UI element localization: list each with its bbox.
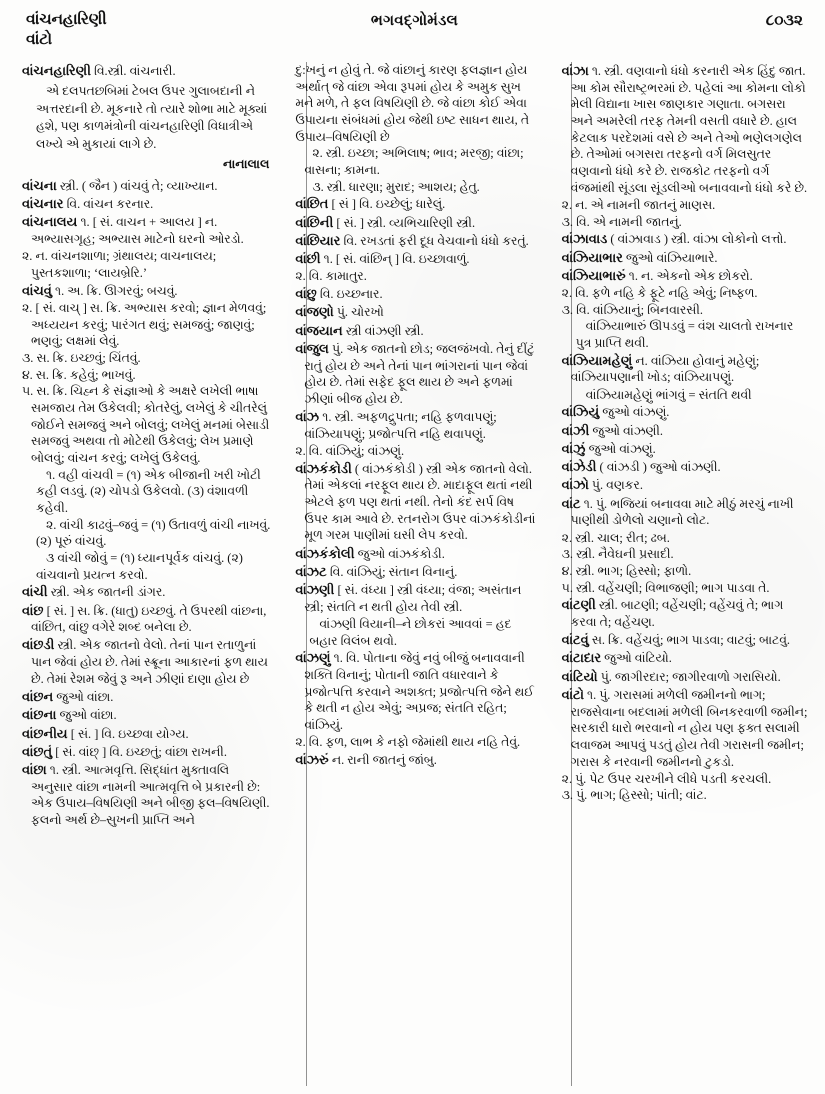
entry-body: [ સં. ] વિ. ઇચ્છવા યોગ્ય. xyxy=(70,726,189,741)
entry-headword: વાંછનીય xyxy=(22,725,68,741)
entry-headword: વાંઝણી xyxy=(295,582,335,598)
running-head-first-word: વાંચનહારિણી xyxy=(26,11,107,28)
entry-headword: વાંછના xyxy=(22,707,57,723)
entry-definition-line xyxy=(22,636,271,687)
dictionary-entry xyxy=(22,725,271,743)
entry-sense: ૩. વિ. એ નામની જાતનું. xyxy=(561,214,682,229)
entry-definition-line xyxy=(561,668,809,686)
entry-definition-line xyxy=(295,460,536,544)
entry-definition-line xyxy=(295,232,536,250)
entry-body: ૧. પું. ગરાસમાં મળેલી જમીનનો ભાગ; રાજસેવાના બદલામાં મળેલી બિનકરવાળી જમીન; સરકારી ધારો ભરવાનો ન હોય પણ ફક્ત સલામી લવાજમ આપવું પડતું હોય તેવી ગરાસની જમીન; ગરાસ કે નરવાની જમીનનો ટુકડો. xyxy=(570,687,808,769)
entry-headword: વાંચનહારિણી xyxy=(22,63,91,78)
entry-headword: વાંચી xyxy=(22,584,48,600)
entry-definition-line xyxy=(295,751,536,769)
dictionary-entry xyxy=(562,249,809,267)
entry-sense: ૩. સ્ત્રી. ધારણા; મુરાદ; આશય; હેતુ. xyxy=(312,179,480,194)
dictionary-entry xyxy=(22,62,271,80)
dictionary-entry xyxy=(22,761,271,829)
entry-headword: વાંઝા xyxy=(561,63,589,78)
entry-body: ન. રાની જાતનું જાંબુ. xyxy=(331,752,437,767)
entry-headword: વાંઝેડી xyxy=(561,459,597,475)
entry-headword: વાંછતું xyxy=(22,743,53,759)
entry-definition-line xyxy=(561,649,809,667)
dictionary-entry xyxy=(22,583,271,601)
entry-headword: વાંછા xyxy=(22,762,47,778)
entry-body: સ. ક્રિ. વહેંચવું; ભાગ પાડવા; વાટવું; બાટવું. xyxy=(591,633,791,648)
entry-body: ( વાંઝાવાડ ) સ્ત્રી. વાંઝા લોકોનો લત્તો. xyxy=(610,232,787,247)
dictionary-entry xyxy=(295,214,536,232)
dictionary-entry xyxy=(22,636,271,687)
entry-body: સ્ત્રી. બાટણી; વહેંચણી; વહેંચવું તે; ભાગ કરવા તે; વહેંચણ. xyxy=(570,598,784,629)
entry-definition-line xyxy=(561,352,809,386)
dictionary-entry xyxy=(295,460,536,544)
dictionary-entry xyxy=(562,458,809,476)
dictionary-entry xyxy=(22,282,271,300)
entry-headword: વાંટવું xyxy=(561,632,589,648)
entry-sense: ૪. સ. ક્રિ. કહેવું; ભાખવું. xyxy=(22,367,136,382)
entry-definition-line xyxy=(561,686,809,770)
entry-headword: વાંઝી xyxy=(561,422,590,438)
entry-body: ન. વાંઝિયા હોવાનું મહેણું; વાંઝિયાપણાની ખોડ; વાંઝિયાપણું. xyxy=(570,353,760,385)
entry-body: વિ. ઇચ્છનાર. xyxy=(319,287,383,302)
entry-headword: વાંઝિયામહેણું xyxy=(561,352,633,368)
dictionary-entry xyxy=(295,340,536,408)
quotation-attribution: નાનાલાલ xyxy=(223,157,270,172)
entry-definition-line xyxy=(295,649,536,733)
entry-sense: ૨. વિ. ફળ, લાભ કે નફો જેમાંથી થાય નહિ તેવું. xyxy=(295,735,521,750)
dictionary-entry xyxy=(295,563,536,581)
dictionary-entry xyxy=(562,476,809,494)
dictionary-entry xyxy=(295,581,536,615)
entry-definition-line xyxy=(295,250,536,268)
dictionary-entry xyxy=(562,631,809,649)
entry-subsense: ૨. વાંચી કાઢવું–જવું = (૧) ઉતાવળું વાંચી નાખવું. (૨) પૂરું વાંચવું. xyxy=(36,517,271,549)
dictionary-entry xyxy=(562,686,809,770)
entry-body: ( વાંઝડી ) જુઓ વાંઝણી. xyxy=(599,460,721,475)
entry-definition-line xyxy=(295,581,536,615)
entry-sense: ૨. સ્ત્રી. ઇચ્છા; અભિલાષ; ભાવ; મરજી; વાંછા; વાસના; કામના. xyxy=(304,146,524,178)
entry-headword: વાંઝરું xyxy=(295,751,329,767)
entry-definition-line xyxy=(561,631,809,649)
dictionary-entry xyxy=(562,352,809,386)
dictionary-entry xyxy=(22,688,271,706)
entry-sense: ૨. [ સં. વાચ્ ] સ. ક્રિ. અભ્યાસ કરવો; જ્ઞાન મેળવવું; અધ્યયન કરવું; પારંગત થવું; સમજવું; જાણવું; ભણવું; લક્ષમાં લેવું. xyxy=(22,300,267,349)
entry-subsense: વાંઝિયામહેણું ભાંગવું = સંતતિ થવી xyxy=(585,387,752,402)
entry-body: [ સં ] વિ. ઇચ્છેલું; ધારેલું. xyxy=(331,197,446,212)
dictionary-entry xyxy=(562,596,809,630)
entry-sense: ૨. વિ. કામાતુર. xyxy=(295,269,367,284)
dictionary-entry xyxy=(562,267,809,285)
entry-headword: વાંચવું xyxy=(22,282,52,298)
entry-subsense: વાંઝિયાભારું ઊપડવું = વંશ ચાલતો રાખનાર પુત્ર પ્રાપ્તિ થવી. xyxy=(575,319,794,351)
entry-definition-line xyxy=(561,230,809,248)
entry-definition-line xyxy=(295,408,536,442)
entry-definition-line xyxy=(295,214,536,232)
entry-body: જુઓ વાંછા. xyxy=(59,708,117,723)
column-right xyxy=(549,62,809,1086)
entry-headword: વાંછડી xyxy=(22,637,55,653)
dictionary-entry xyxy=(295,751,536,769)
entry-definition-line xyxy=(22,743,271,761)
entry-body: ૧. સ્ત્રી. વણવાનો ધંધો કરનારી એક હિંદુ જાત. આ કોમ સૌરાષ્ટ્રભરમાં છે. પહેલાં આ કોમના લોકો મેલી વિદ્યાના ખાસ જાણકાર ગણાતા. બગસરા અને અમરેલી તરફ તેમની વસતી વધારે છે. હાલ કેટલાક પરદેશમાં વસે છે અને તેઓ ભણેલગણેલ છે. તેઓમાં બગસરા તરફનો વર્ગ મિલસુતર વણવાનો ધંધો કરે છે. રાજકોટ તરફનો વર્ગ વંજમાંથી સૂંડલા સૂંડલીઓ બનાવવાનો ધંધો કરે છે. xyxy=(570,64,808,195)
dictionary-entry xyxy=(295,232,536,250)
entry-headword: વાંઝો xyxy=(561,477,589,493)
dictionary-entry xyxy=(562,440,809,458)
entry-definition-line xyxy=(22,195,271,213)
entry-body: વિ.સ્ત્રી. વાંચનારી. xyxy=(94,64,176,78)
entry-headword: વાંઝું xyxy=(561,440,586,456)
entry-body: વિ. વાંઝિયું; સંતાન વિનાનું. xyxy=(329,564,458,579)
entry-body: પું. વણકર. xyxy=(591,478,643,493)
dictionary-entry xyxy=(22,195,271,213)
entry-headword: વાંઝિયું xyxy=(561,404,600,420)
entry-headword: વાંઝકંકોલી xyxy=(295,545,355,561)
entry-subsense: વાંઝણી વિયાની–ને છોકરાં આવવાં = હદ બહાર વિલંબ થવો. xyxy=(309,617,512,648)
entry-definition-line xyxy=(295,285,536,303)
entry-headword: વાંછી xyxy=(295,251,321,267)
running-head-last-word: વાંટો xyxy=(26,31,52,49)
entry-body: જુઓ વાંઝણું. xyxy=(588,441,656,456)
entry-definition-line xyxy=(561,267,809,285)
entry-body: સ્ત્રી વાંઝણી સ્ત્રી. xyxy=(345,323,424,338)
entry-body: સ્ત્રી. એક જાતની ડાંગર. xyxy=(50,585,166,600)
entry-headword: વાંછ xyxy=(22,602,44,618)
entry-definition-line xyxy=(561,403,809,421)
dictionary-entry xyxy=(562,495,809,529)
entry-body: ૧. સ્ત્રી. અફળદ્રુપતા; નહિ ફળવાપણું; વાંઝિયાપણું; પ્રજોત્પત્તિ નહિ થવાપણું. xyxy=(304,410,497,441)
entry-body: વિ. વાંચન કરનાર. xyxy=(66,197,154,212)
entry-sense: ૨. ન. વાંચનશાળા; ગ્રંથાલય; વાચનાલય; પુસ્તકશાળા; ‘લાયબ્રેરિ.’ xyxy=(22,249,217,280)
entry-headword: વાંજુલ xyxy=(295,340,329,356)
entry-continuation: દુ:ખનું ન હોવું તે. જે વાંછાનું કારણ ફલજ્ઞાન હોય અર્થાત્ જે વાંછા એવા રૂપમાં હોય કે અમુક સુખ મને મળે, તે ફલ વિષયિણી છે. જે વાંછા કોઈ એવા ઉપાયના સંબંધમાં હોય જેથી ઇષ્ટ સાધન થાય, તે ઉપાય–વિષયિણી છે xyxy=(295,63,530,144)
entry-body: [ સં. વાંછ્ ] વિ. ઇચ્છતું; વાંછા રાખની. xyxy=(55,744,227,759)
entry-body: પું. ચોરખો xyxy=(336,305,384,320)
entry-headword: વાંઝ xyxy=(295,409,320,425)
entry-headword: વાંઝકંકોડી xyxy=(295,460,352,476)
entry-body: [ સં. ] સ્ત્રી. વ્યભિચારિણી સ્ત્રી. xyxy=(336,215,476,230)
column-middle xyxy=(283,62,548,1086)
entry-definition-line xyxy=(22,725,271,743)
dictionary-entry xyxy=(22,213,271,247)
entry-headword: વાંઝિયાભારું xyxy=(561,267,626,283)
dictionary-entry xyxy=(295,303,536,321)
entry-headword: વાંછન xyxy=(22,689,54,705)
entry-headword: વાંટ xyxy=(561,495,581,511)
entry-definition-line xyxy=(22,213,271,247)
entry-headword: વાંજયાન xyxy=(295,322,343,338)
entry-headword: વાંટો xyxy=(561,686,584,702)
page-number: ૮૦૩૨ xyxy=(765,12,803,29)
dictionary-entry xyxy=(562,649,809,667)
entry-definition-line xyxy=(561,440,809,458)
dictionary-entry xyxy=(295,195,536,213)
entry-body: જુઓ વાંટિયો. xyxy=(604,651,672,666)
dictionary-entry xyxy=(562,403,809,421)
entry-body: જુઓ વાંઝણી. xyxy=(592,423,663,438)
dictionary-entry xyxy=(562,668,809,686)
entry-body: [ સં. ] સ. ક્રિ. (ધાતુ) ઇચ્છવું. તે ઉપરથી વાંછના, વાંછિત, વાંછુ વગેરે શબ્દ બનેલા છે. xyxy=(31,603,267,635)
entry-body: [ સં. વંધ્યા ] સ્ત્રી વંધ્યા; વંજા; અસંતાન સ્ત્રી; સંતતિ ન થતી હોય તેવી સ્ત્રી. xyxy=(304,583,522,614)
entry-headword: વાંઝણું xyxy=(295,650,331,666)
entry-body: જુઓ વાંછા. xyxy=(56,690,114,705)
entry-headword: વાંઝાવાડ xyxy=(561,231,608,247)
entry-definition-line xyxy=(295,303,536,321)
entry-headword: વાંછુ xyxy=(295,286,317,302)
entry-body: ( વાંઝકંકોડી ) સ્ત્રી એક જાતનો વેલો. તેમાં એકલાં નરફૂલ થાય છે. માદાફૂલ થતાં નથી એટલે ફળ પણ થતાં નથી. તેનો કંદ સર્પ વિષ ઉપર કામ આવે છે. રતનરોગ ઉપર વાંઝકંકોડીનાં મૂળ ગરમ પાણીમાં ઘસી લેપ કરવો. xyxy=(304,461,536,543)
entry-sense: ૩. સ્ત્રી. નૈવેઘની પ્રસાદી. xyxy=(561,547,674,562)
entry-subsense: ૧. વહી વાંચવી = (૧) એક બીજાની ખરી ખોટી કહી લડવું. (૨) ચોપડો ઉકેલવો. (૩) વંશાવળી કહેવી. xyxy=(36,467,261,515)
entry-body: ૧. [ સં. વાચન + આલય ] ન. અભ્યાસગૃહ; અભ્યાસ માટેનો ઘરનો ઓરડો. xyxy=(31,215,244,247)
entry-headword: વાંચના xyxy=(22,177,57,193)
entry-definition-line xyxy=(295,340,536,408)
entry-definition-line xyxy=(561,249,809,267)
entry-definition-line xyxy=(295,195,536,213)
dictionary-entry xyxy=(22,743,271,761)
entry-body: ૧. અ. ક્રિ. ઊગરવું; બચવું. xyxy=(55,283,178,298)
dictionary-entry xyxy=(562,62,809,196)
entry-definition-line xyxy=(22,583,271,601)
entry-definition-line xyxy=(561,422,809,440)
dictionary-title: ભગવદ્ગોમંડલ xyxy=(370,13,459,29)
entry-body: સ્ત્રી. ( જૈન ) વાંચવું તે; વ્યાખ્યાન. xyxy=(59,178,218,193)
dictionary-entry xyxy=(22,706,271,724)
dictionary-entry xyxy=(295,408,536,442)
entry-body: જુઓ વાંઝકંકોડી. xyxy=(357,546,445,561)
entry-definition-line xyxy=(22,602,271,636)
entry-headword: વાંઝટ xyxy=(295,563,327,579)
dictionary-entry xyxy=(295,649,536,733)
entry-body: ૧. [ સં. વાંછિન્ ] વિ. ઇચ્છાવાળું. xyxy=(323,252,470,267)
entry-sense: ૩. વિ. વાંઝિયાનું; બિનવારસી. xyxy=(561,302,703,317)
entry-definition-line xyxy=(295,563,536,581)
dictionary-entry xyxy=(295,285,536,303)
entry-definition-line xyxy=(561,495,809,529)
entry-sense: ૨. સ્ત્રી. ચાલ; રીત; ઢબ. xyxy=(561,530,670,545)
entry-sense: ૩. પું. ભાગ; હિસ્સો; પાંતી; વાંટ. xyxy=(561,788,707,803)
entry-definition-line xyxy=(295,322,536,340)
entry-body: ૧. ન. એકનો એક છોકરો. xyxy=(628,268,753,283)
dictionary-entry xyxy=(295,322,536,340)
entry-body: ૧. સ્ત્રી. આત્મવૃત્તિ. સિદ્ધાંત મુક્તાવલિ અનુસાર વાંછા નામની આત્મવૃત્તિ બે પ્રકારની છે: એક ઉપાય–વિષયિણી અને બીજી ફલ–વિષયિણી. ફલનો અર્થ છે–સુખની પ્રાપ્તિ અને xyxy=(31,763,270,828)
entry-definition-line xyxy=(561,476,809,494)
entry-headword: વાંછિની xyxy=(295,214,334,230)
entry-subsense: ૩ વાંચી જોવું = (૧) ધ્યાનપૂર્વક વાંચવું. (૨) વાંચવાનો પ્રયત્ન કરવો. xyxy=(36,550,243,582)
entry-headword: વાંછિત xyxy=(295,196,329,212)
entry-headword: વાંઝિયાભાર xyxy=(561,249,623,265)
column-left xyxy=(22,62,283,1086)
entry-definition-line xyxy=(22,177,271,195)
entry-sense: ૨. વિ. વાંઝિયું; વાંઝણું. xyxy=(295,443,405,458)
entry-headword: વાંટણી xyxy=(561,597,596,613)
entry-sense: ૨. પું. પેટ ઉપર ચરખીને લીધે પડતી કરચલી. xyxy=(561,771,772,786)
entry-headword: વાંટાદાર xyxy=(561,650,602,666)
entry-headword: વાંજણો xyxy=(295,304,334,320)
entry-definition-line xyxy=(22,688,271,706)
entry-sense: ૪. સ્ત્રી. ભાગ; હિસ્સો; ફાળો. xyxy=(561,563,692,578)
dictionary-entry xyxy=(295,250,536,268)
dictionary-entry xyxy=(562,230,809,248)
entry-definition-line xyxy=(561,596,809,630)
entry-body: સ્ત્રી. એક જાતનો વેલો. તેનાં પાન રતાળુનાં પાન જેવાં હોય છે. તેમાં સ્ક્રૂના આકારનાં ફળ થાય છે. તેમાં રેશમ જેવું રૂ અને ઝીણાં દાણા હોય છે xyxy=(31,638,268,686)
dictionary-entry xyxy=(295,545,536,563)
entry-definition-line xyxy=(561,62,809,196)
entry-sense: ૨. ન. એ નામની જાતનું માણસ. xyxy=(561,197,716,212)
entry-headword: વાંટિયો xyxy=(561,668,598,684)
entry-body: ૧. વિ. પોતાના જેવું નવું બીજું બનાવવાની શક્તિ વિનાનું; પોતાની જાતિ વધારવાને કે પ્રજોત્પત્તિ કરવાને અશક્ત; પ્રજોત્પત્તિ જેને થઈ કે થતી ન હોય એવું; અપ્રજ; સંતતિ રહિત; વાંઝિયું. xyxy=(304,651,534,733)
running-head xyxy=(26,10,803,56)
entry-definition-line xyxy=(22,761,271,829)
entry-sense: ૨. વિ. ફળે નહિ કે ફૂટે નહિ એવું; નિષ્ફળ. xyxy=(561,286,758,301)
entry-definition-line xyxy=(561,458,809,476)
dictionary-entry xyxy=(22,602,271,636)
dictionary-entry xyxy=(22,177,271,195)
entry-sense: ૫. સ્ત્રી. વહેંચણી; વિભાજણી; ભાગ પાડવા તે. xyxy=(561,580,770,595)
entry-body: જુઓ વાંઝિયાભારે. xyxy=(625,250,718,265)
entry-body: પું. એક જાતનો છોડ; જલજંખવો. તેનું દીંટું રાતું હોય છે અને તેનાં પાન ભાંગરાનાં પાન જેવાં હોય છે. તેમાં સફેદ ફૂલ થાય છે અને ફળમાં ઝીણાં બીજ હોય છે. xyxy=(304,341,535,406)
entry-body: ૧. પું. ભજિયાં બનાવવા માટે મીઠું મરચું નાખી પાણીથી ડોળેલો ચણાનો લોટ. xyxy=(570,496,794,528)
entry-definition-line xyxy=(22,62,271,80)
entry-definition-line xyxy=(22,706,271,724)
entry-definition-line xyxy=(295,545,536,563)
entry-body: જુઓ વાંઝણું. xyxy=(602,405,670,420)
entry-quotation: એ દલપતછબિમાં ટેબલ ઉપર ગુલાબદાની ને અત્તરદાની છે. મૂકનારે તો ત્યારે શોભા માટે મૂક્યાં હશે, પણ કાળમંત્રોની વાંચનહારિણી વિધાત્રીએ લખ્યે એ મુકાયાં લાગે છે. xyxy=(36,83,268,152)
dictionary-entry xyxy=(562,422,809,440)
entry-headword: વાંચનાલય xyxy=(22,214,78,230)
entry-sense: ૫. સ. ક્રિ. ચિહ્ન કે સંજ્ઞાઓ કે અક્ષરે લખેલી ભાષા સમજાય તેમ ઉકેલવી; કોતરેલું, લખેલું કે ચીતરેલું જોઈને સમજવું અને બોલવું; લખેલું મનમાં બેસાડી સમજવું અથવા તો મોટેથી ઉકેલવું; લેખ પ્રમાણે બોલવું; વાંચન કરવું; લખેલું ઉકેલવું. xyxy=(22,384,270,465)
entry-headword: વાંચનાર xyxy=(22,196,64,212)
columns-container xyxy=(22,62,809,1086)
entry-body: પું. જાગીરદાર; જાગીરવાળો ગરાસિયો. xyxy=(600,669,781,684)
entry-body: વિ. રખડતાં ફરી દૂધ વેચવાનો ધંધો કરતું. xyxy=(343,233,529,248)
entry-sense: ૩. સ. ક્રિ. ઇચ્છવું; ચિંતવું. xyxy=(22,350,141,365)
entry-headword: વાંછિયાર xyxy=(295,232,341,248)
entry-definition-line xyxy=(22,282,271,300)
